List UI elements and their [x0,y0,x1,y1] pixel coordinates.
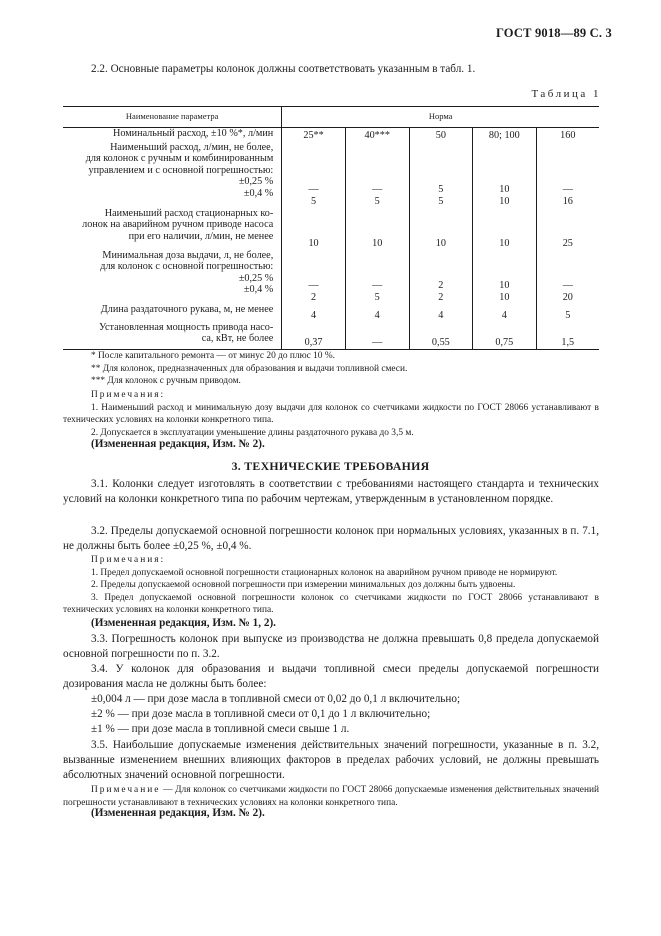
value-line: 4 [311,309,317,321]
value-cell [536,250,599,304]
notes-1-item-2: 2. Допускается в эксплуатации уменьшение длины раздаточного рукава до 3,5 м. [91,427,414,438]
value-cell [409,128,472,142]
param-line: Длина раздаточного рукава, м, не менее [100,303,274,315]
value-cell [536,142,599,208]
param-line: ±0,4 % [243,284,274,296]
value-line: 20 [562,291,573,303]
value-line: 4 [501,309,507,321]
value-cell [282,128,346,142]
value-line: 4 [438,309,444,321]
value-line: 0,55 [431,337,450,349]
footnote-1: * После капитального ремонта — от минус 20 до плюс 10 %. [91,351,335,361]
param-line: Наименьший расход стационарных ко- [104,207,274,219]
value-cell [345,304,409,322]
value-line: 25** [303,129,324,141]
value-line: — [562,184,573,196]
footnotes [63,350,599,388]
value-line: 160 [560,129,576,141]
value-cell [473,128,536,142]
value-line: 40*** [364,129,390,141]
value-line: — [308,184,319,196]
value-cell [473,304,536,322]
value-cell [409,142,472,208]
value-cell [473,208,536,250]
value-line: 5 [438,184,444,196]
value-cell [345,128,409,142]
parameters-table [63,106,599,350]
param-cell [63,142,282,208]
notes-2-title: Примечания: [91,555,166,565]
page-header: ГОСТ 9018—89 С. 3 [495,26,612,40]
value-line: 0,37 [304,337,323,349]
notes-2 [63,554,599,617]
value-cell [282,304,346,322]
value-line: 0,75 [495,337,514,349]
value-line: 5 [374,291,380,303]
paragraph-3-1: 3.1. Колонки следует изготовлять в соответствии с требованиями настоящего стандарта и технических условий на колонки конкретного типа по рабочим чертежам, утвержденным в установленном порядке. [63,478,599,505]
value-line: 80; 100 [488,129,520,141]
table-row [63,322,599,350]
col-header-param: Наименование параметра [63,107,282,128]
param-cell [63,128,282,142]
value-line: 4 [374,309,380,321]
footnote-3: *** Для колонок с ручным приводом. [91,376,241,386]
value-cell [345,208,409,250]
param-cell [63,304,282,322]
value-line: 10 [499,184,510,196]
param-cell [63,322,282,350]
footnote-2: ** Для колонок, предназначенных для образования и выдачи топливной смеси. [91,363,408,374]
notes-1 [63,389,599,439]
value-cell [345,142,409,208]
notes-1-item-1: 1. Наименьший расход и минимальную дозу выдачи для колонок со счетчиками жидкости по ГОСТ 28066 устанавливают в технических условиях на колонки конкретного типа. [63,402,599,425]
value-line: — [562,280,573,292]
table-row [63,304,599,322]
notes-1-title: Примечания: [91,390,166,400]
revision-note-3: (Измененная редакция, Изм. № 2). [91,807,265,819]
value-line: 5 [374,195,380,207]
paragraph-3-5: 3.5. Наибольшие допускаемые изменения действительных значений погрешности, указанные в п. 3.2, вызванные изменением внешних влияющих факторов в пределах рабочих условий, не должны превышать абсолютных значений основной погрешности. [63,739,599,781]
param-line: для колонок с основной погрешностью: [100,261,274,273]
value-line: 5 [438,195,444,207]
value-line: 10 [499,195,510,207]
value-line: — [308,280,319,292]
value-line: 5 [565,309,571,321]
value-line: 10 [499,280,510,292]
param-line: ±0,25 % [238,272,274,284]
value-cell [473,322,536,350]
value-cell [536,304,599,322]
paragraph-3-4: 3.4. У колонок для образования и выдачи топливной смеси пределы допускаемой погрешности дозирования масла не должны быть более: [63,663,599,690]
value-cell [282,250,346,304]
param-line: ±0,4 % [243,187,274,199]
param-cell [63,250,282,304]
value-line: 10 [499,237,510,249]
value-cell [536,128,599,142]
paragraph-3-4-items [91,692,599,737]
notes-2-item-2: 2. Пределы допускаемой основной погрешности при измерении минимальных доз должны быть удвоены. [91,580,516,590]
dose-item-2: ±2 % — при дозе масла в топливной смеси от 0,1 до 1 л включительно; [91,708,431,720]
value-cell [409,208,472,250]
table-row [63,128,599,142]
param-line: для колонок с ручным и комбинированным [85,153,274,165]
param-line: управлением и с основной погрешностью: [88,164,274,176]
value-cell [282,208,346,250]
value-cell [345,322,409,350]
paragraph-3-2: 3.2. Пределы допускаемой основной погрешности колонок при нормальных условиях, указанных в п. 7.1, не должны быть более ±0,25 %, ±0,4 %. [63,525,599,552]
value-line: 1,5 [561,337,575,349]
table-row [63,250,599,304]
param-line: Наименьший расход, л/мин, не более, [110,141,274,153]
param-cell [63,208,282,250]
intro-paragraph: 2.2. Основные параметры колонок должны соответствовать указанным в табл. 1. [91,63,476,75]
notes-2-item-3: 3. Предел допускаемой основной погрешности колонок со счетчиками жидкости по ГОСТ 28066 устанавливают в технических условиях на колонки конкретного типа. [63,592,599,615]
value-line: 10 [308,237,319,249]
value-line: 2 [438,291,444,303]
value-cell [536,208,599,250]
value-line: — [372,337,383,349]
value-cell [345,250,409,304]
value-line: 2 [311,291,317,303]
value-line: — [372,184,383,196]
value-cell [409,250,472,304]
section-title: 3. ТЕХНИЧЕСКИЕ ТРЕБОВАНИЯ [231,459,430,473]
table-row [63,208,599,250]
value-line: — [372,280,383,292]
value-line: 50 [435,129,446,141]
revision-note-1: (Измененная редакция, Изм. № 2). [91,438,265,450]
param-line: лонок на аварийном ручном приводе насоса [82,219,274,231]
value-cell [473,250,536,304]
value-cell [282,322,346,350]
notes-2-item-1: 1. Предел допускаемой основной погрешности стационарных колонок на аварийном ручном приводе не нормируют. [91,567,558,578]
value-line: 10 [499,291,510,303]
value-cell [409,322,472,350]
value-cell [536,322,599,350]
param-line: Установленная мощность привода насо- [99,321,274,333]
value-cell [282,142,346,208]
table-row [63,142,599,208]
param-line: Номинальный расход, ±10 %*, л/мин [112,128,274,139]
value-line: 16 [562,195,573,207]
dose-item-3: ±1 % — при дозе масла в топливной смеси свыше 1 л. [91,723,350,735]
param-line: Минимальная доза выдачи, л, не более, [102,249,274,261]
value-line: 5 [311,195,317,207]
dose-item-1: ±0,004 л — при дозе масла в топливной смеси от 0,02 до 0,1 л включительно; [91,693,461,705]
value-cell [409,304,472,322]
param-line: ±0,25 % [238,176,274,188]
value-line: 10 [435,237,446,249]
value-line: 2 [438,280,444,292]
note-3-text: — Для колонок со счетчиками жидкости по ГОСТ 28066 допускаемые изменения действительных значений погрешности устанавливают в технических условиях на колонки конкретного типа. [63,785,599,808]
paragraph-3-3: 3.3. Погрешность колонок при выпуске из производства не должна превышать 0,8 предела допускаемой основной погрешности по п. 3.2. [63,633,599,660]
value-line: 25 [562,237,573,249]
value-cell [473,142,536,208]
param-line: при его наличии, л/мин, не менее [128,230,274,242]
table-caption: Таблица 1 [531,88,601,100]
note-3-label: Примечание [91,785,161,795]
revision-note-2: (Измененная редакция, Изм. № 1, 2). [91,617,276,629]
value-line: 10 [372,237,383,249]
col-header-norm: Норма [282,107,599,128]
param-line: са, кВт, не более [201,333,274,345]
